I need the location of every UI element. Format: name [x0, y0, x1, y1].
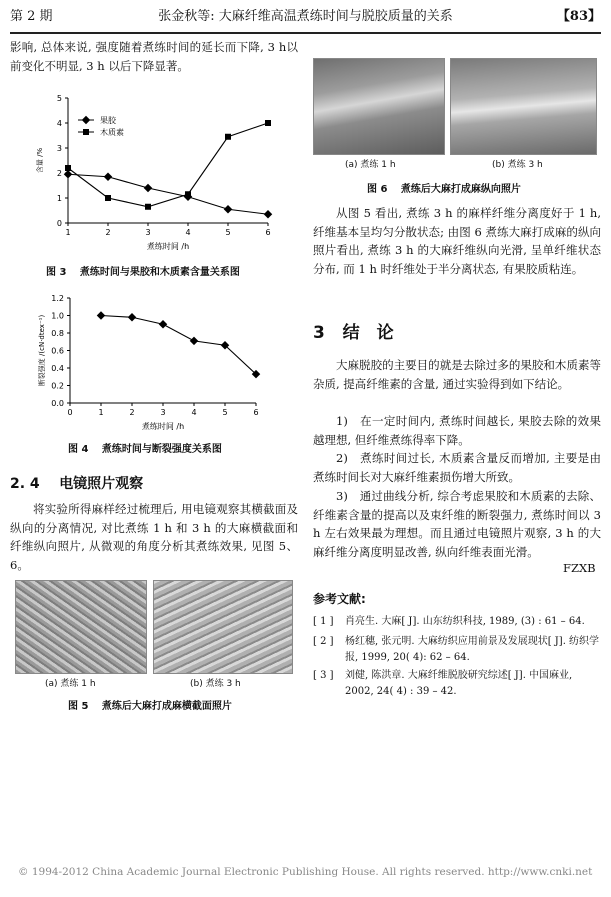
copyright-footer: © 1994-2012 China Academic Journal Electronic Publishing House. All rights reserved. http://www.cnki.net — [18, 866, 593, 878]
x-tick-label: 5 — [222, 408, 228, 417]
figure-6a-photo — [313, 58, 445, 155]
figure-6-caption: 图 6 煮练后大麻打成麻纵向照片 — [367, 184, 521, 195]
y-tick-label: 3 — [56, 144, 62, 153]
x-axis-label: 煮练时间 /h — [146, 242, 190, 251]
figure-4-caption: 图 4 煮练时间与断裂强度关系图 — [68, 444, 222, 455]
series-line — [68, 123, 268, 207]
data-point — [224, 205, 232, 213]
page-header — [10, 4, 601, 30]
conclusion-item-3: 3) 通过曲线分析, 综合考虑果胶和木质素的去除、纤维素含量的提高以及束纤维的断裂强力, 煮练时间以 3 h 左右效果最为理想。而且通过电镜照片观察, 3 h 的大麻纤维分离度明显改善, 纵向纤维表面光滑。 — [313, 489, 601, 559]
y-tick-label: 0 — [56, 219, 62, 228]
running-title: 张金秋等: 大麻纤维高温煮练时间与脱胶质量的关系 — [158, 9, 453, 24]
paragraph-sem-analysis: 从图 5 看出, 煮练 3 h 的麻样纤维分离度好于 1 h, 纤维基本呈均匀分散状态; 由图 6 煮练大麻打成麻的纵向照片看出, 煮练 3 h 的大麻纤维纵向光滑, 呈单纤维状态分布, 而 1 h 时纤维处于半分离状态, 有果胶质粘连。 — [313, 206, 601, 276]
header-rule — [10, 32, 601, 34]
legend-marker — [83, 129, 89, 135]
ref-1-number: [ 1 ] — [313, 616, 334, 627]
paragraph-conclusion-intro: 大麻脱胶的主要目的就是去除过多的果胶和木质素等杂质, 提高纤维素的含量, 通过实验得到如下结论。 — [313, 358, 601, 391]
x-tick-label: 4 — [191, 408, 197, 417]
x-tick-label: 1 — [65, 228, 71, 237]
x-tick-label: 3 — [145, 228, 151, 237]
figure-4-chart — [26, 288, 281, 433]
section-number: 2. 4 — [10, 476, 40, 492]
paragraph-sem: 将实验所得麻样经过梳理后, 用电镜观察其横截面及纵向的分离情况, 对比煮练 1 h 和 3 h 的大麻横截面和纤维纵向照片, 从微观的角度分析其煮练效果, 见图 5、6。 — [10, 502, 298, 572]
figure-5-caption: 图 5 煮练后大麻打成麻横截面照片 — [68, 701, 232, 712]
x-axis-label: 煮练时间 /h — [141, 422, 185, 431]
data-point — [104, 173, 112, 181]
fzxb-mark: FZXB — [563, 561, 596, 575]
y-tick-label: 2 — [56, 169, 62, 178]
ref-3-number: [ 3 ] — [313, 670, 334, 681]
data-point — [144, 184, 152, 192]
figure-5a-label: (a) 煮练 1 h — [45, 679, 96, 689]
figure-6b-photo — [450, 58, 597, 155]
x-tick-label: 6 — [253, 408, 259, 417]
figure-3-caption: 图 3 煮练时间与果胶和木质素含量关系图 — [46, 267, 240, 278]
figure-5b-label: (b) 煮练 3 h — [190, 679, 241, 689]
figure-3-chart — [36, 92, 285, 262]
figure-5a-photo — [15, 580, 147, 674]
data-point — [225, 134, 231, 140]
x-tick-label: 2 — [105, 228, 111, 237]
section-number: 3 — [313, 323, 325, 343]
y-axis-label: 含量 /% — [36, 147, 44, 174]
section-title: 结 论 — [342, 323, 394, 343]
references-heading: 参考文献: — [313, 592, 366, 606]
section-title: 电镜照片观察 — [59, 476, 144, 492]
figure-6a-label: (a) 煮练 1 h — [345, 160, 396, 170]
conclusion-item-2: 2) 煮练时间过长, 木质素含量反而增加, 主要是由煮练时间长对大麻纤维素损伤增大所致。 — [313, 451, 601, 484]
data-point — [264, 210, 272, 218]
y-tick-label: 1 — [56, 194, 62, 203]
x-tick-label: 1 — [98, 408, 104, 417]
data-point — [105, 195, 111, 201]
page-number: 【83】 — [556, 9, 601, 24]
issue-number: 第 2 期 — [10, 9, 53, 24]
section-3-heading — [313, 318, 394, 343]
x-tick-label: 4 — [185, 228, 191, 237]
section-2-4-heading — [10, 473, 143, 493]
data-point — [145, 204, 151, 210]
x-tick-label: 2 — [129, 408, 135, 417]
series-line — [101, 316, 256, 375]
paragraph-intro: 影响, 总体来说, 强度随着煮练时间的延长而下降, 3 h以前变化不明显, 3 h 以后下降显著。 — [10, 40, 298, 73]
series-line — [68, 174, 268, 214]
data-point — [185, 191, 191, 197]
figure-5b-photo — [153, 580, 293, 674]
y-tick-label: 0.4 — [51, 364, 64, 373]
ref-2-number: [ 2 ] — [313, 636, 334, 647]
legend-label: 果胶 — [100, 116, 116, 125]
legend-label: 木质素 — [100, 128, 124, 137]
x-tick-label: 0 — [67, 408, 73, 417]
data-point — [159, 320, 167, 328]
y-tick-label: 0.2 — [51, 381, 64, 391]
data-point — [65, 165, 71, 171]
data-point — [128, 313, 136, 321]
y-tick-label: 0.0 — [51, 399, 64, 408]
y-tick-label: 1.0 — [51, 311, 64, 321]
data-point — [265, 120, 271, 126]
y-tick-label: 4 — [56, 119, 62, 128]
figure-6b-label: (b) 煮练 3 h — [492, 160, 543, 170]
legend-marker — [82, 116, 90, 124]
y-tick-label: 1.2 — [51, 294, 64, 303]
conclusion-item-1: 1) 在一定时间内, 煮练时间越长, 果胶去除的效果越理想, 但纤维煮练得率下降。 — [313, 414, 601, 447]
y-tick-label: 0.8 — [51, 329, 64, 338]
data-point — [64, 170, 72, 178]
x-tick-label: 5 — [225, 228, 231, 237]
ref-3-text: 刘健, 陈洪章. 大麻纤维脱胶研究综述[ J]. 中国麻业, 2002, 24( 4) : 39 – 42. — [345, 670, 573, 697]
ref-1-text: 肖亮生. 大麻[ J]. 山东纺织科技, 1989, (3) : 61 – 64. — [345, 616, 585, 627]
y-tick-label: 5 — [56, 94, 62, 103]
data-point — [97, 311, 105, 319]
y-axis-label: 断裂强度 /(cN·dtex⁻¹) — [38, 314, 46, 387]
x-tick-label: 6 — [265, 228, 271, 237]
y-tick-label: 0.6 — [51, 346, 64, 356]
data-point — [190, 337, 198, 345]
x-tick-label: 3 — [160, 408, 166, 417]
ref-2-text: 杨红穗, 张元明. 大麻纺织应用前景及发展现状[ J]. 纺织学报, 1999, 20( 4): 62 – 64. — [345, 636, 600, 663]
